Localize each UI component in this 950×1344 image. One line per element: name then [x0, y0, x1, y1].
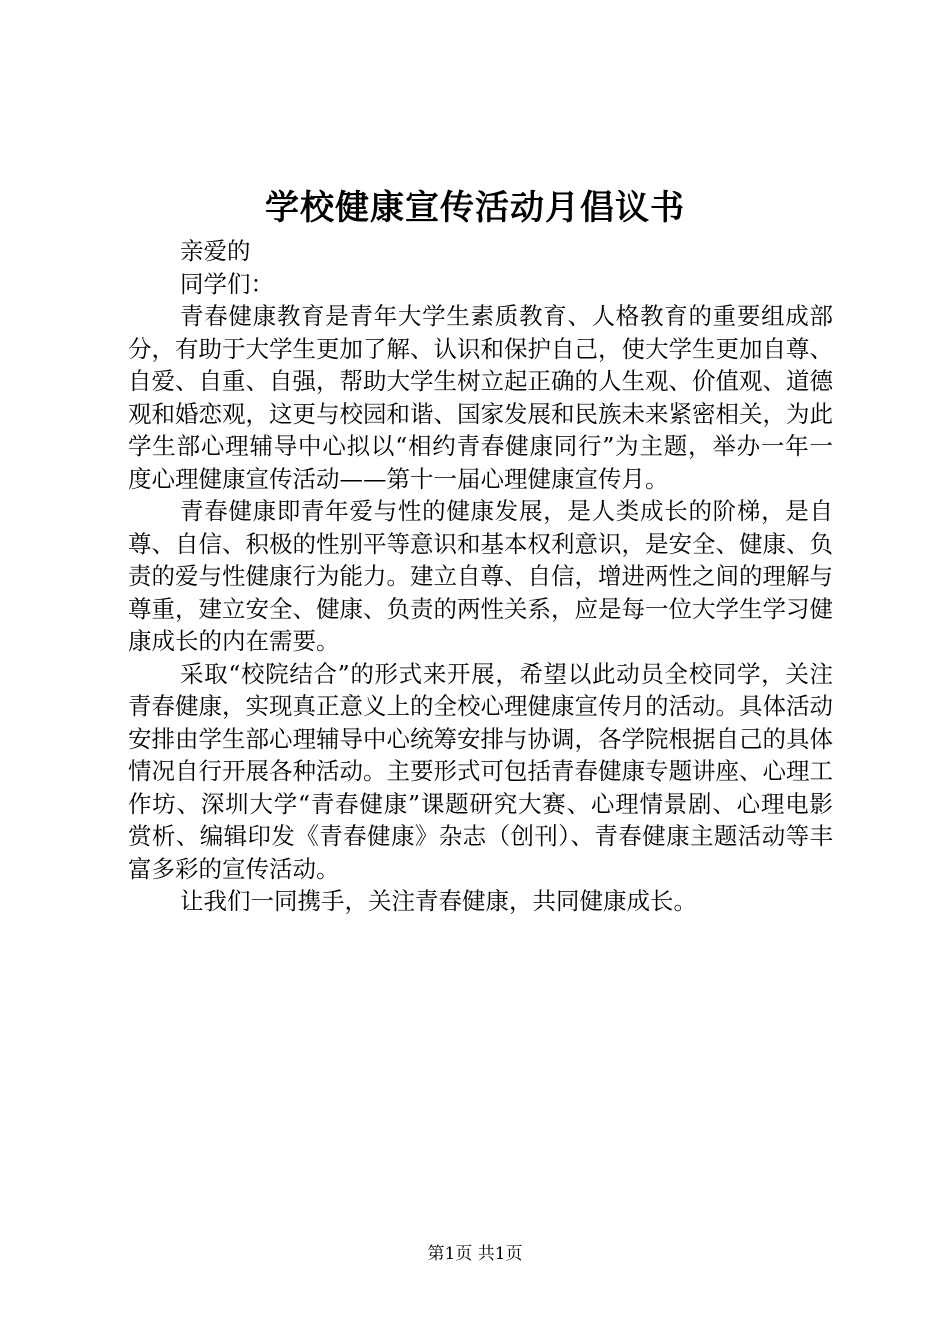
- document-body: [128, 235, 833, 918]
- paragraph-2: 青春健康即青年爱与性的健康发展，是人类成长的阶梯，是自尊、自信、积极的性别平等意识和基本权利意识，是安全、健康、负责的爱与性健康行为能力。建立自尊、自信，增进两性之间的理解与尊重，建立安全、健康、负责的两性关系，应是每一位大学生学习健康成长的内在需要。: [128, 497, 833, 655]
- paragraph-1: 青春健康教育是青年大学生素质教育、人格教育的重要组成部分，有助于大学生更加了解、认识和保护自己，使大学生更加自尊、自爱、自重、自强，帮助大学生树立起正确的人生观、价值观、道德观和婚恋观，这更与校园和谐、国家发展和民族未来紧密相关，为此学生部心理辅导中心拟以“相约青春健康同行”为主题，举办一年一度心理健康宣传活动——第十一届心理健康宣传月。: [128, 302, 833, 493]
- page-footer: 第1页 共1页: [427, 1244, 523, 1264]
- salutation-line-1: 亲爱的: [180, 237, 251, 265]
- document-title: 学校健康宣传活动月倡议书: [265, 188, 685, 228]
- paragraph-3: 采取“校院结合”的形式来开展，希望以此动员全校同学，关注青春健康，实现真正意义上的全校心理健康宣传月的活动。具体活动安排由学生部心理辅导中心统筹安排与协调，各学院根据自己的具体情况自行开展各种活动。主要形式可包括青春健康专题讲座、心理工作坊、深圳大学“青春健康”课题研究大赛、心理情景剧、心理电影赏析、编辑印发《青春健康》杂志（创刊）、青春健康主题活动等丰富多彩的宣传活动。: [128, 659, 833, 883]
- salutation-line-2: 同学们：: [180, 269, 274, 298]
- paragraph-4: 让我们一同携手，关注青春健康，共同健康成长。: [180, 887, 697, 915]
